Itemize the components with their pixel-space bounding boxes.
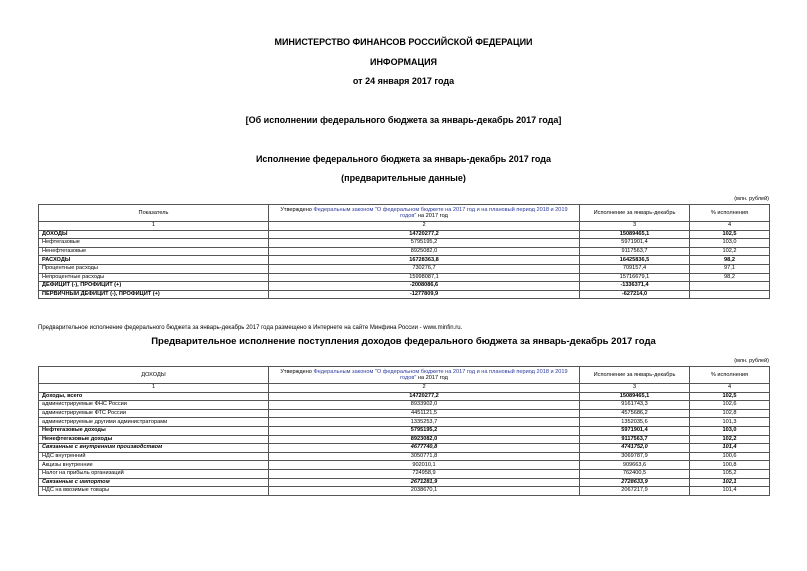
approved-value: 902010,1 — [269, 461, 580, 470]
row-label: Связанные с внутренним производством — [39, 444, 269, 453]
actual-value: 3069787,9 — [580, 452, 690, 461]
table-row — [39, 264, 770, 273]
column-header-actual: Исполнение за январь-декабрь — [580, 205, 690, 222]
row-label: ДОХОДЫ — [39, 230, 269, 239]
percent-value: 102,5 — [690, 392, 770, 401]
section1-title: Исполнение федерального бюджета за январь-декабрь 2017 года — [255, 154, 552, 164]
section1-subtitle: (предварительные данные) — [341, 173, 466, 183]
column-header-percent: % исполнения — [690, 205, 770, 222]
column-header-actual: Исполнение за январь-декабрь — [580, 367, 690, 384]
approved-value: 16728363,8 — [269, 256, 580, 265]
actual-value: 15716679,1 — [580, 273, 690, 282]
section1-units: (млн. рублей) — [734, 196, 769, 202]
table-row — [39, 290, 770, 299]
row-label: Ненефтегазовые доходы — [39, 435, 269, 444]
actual-value: 16425836,5 — [580, 256, 690, 265]
row-label: РАСХОДЫ — [39, 256, 269, 265]
column-header-revenue: ДОХОДЫ — [39, 367, 269, 384]
percent-value: 100,6 — [690, 452, 770, 461]
approved-value: 5795195,2 — [269, 426, 580, 435]
approved-value: 2671281,9 — [269, 478, 580, 487]
percent-value — [690, 290, 770, 299]
row-label: Непроцентные расходы — [39, 273, 269, 282]
budget-execution-table — [38, 204, 770, 299]
approved-value: -1277809,9 — [269, 290, 580, 299]
approved-value: 4451121,5 — [269, 409, 580, 418]
row-label: Нефтегазовые — [39, 239, 269, 248]
column-header-approved — [269, 367, 580, 384]
row-label: НДС внутренний — [39, 452, 269, 461]
row-label: Процентные расходы — [39, 264, 269, 273]
approved-value: -2008086,6 — [269, 282, 580, 291]
percent-value: 102,5 — [690, 230, 770, 239]
actual-value: 5971901,4 — [580, 239, 690, 248]
approved-value: 5795195,2 — [269, 239, 580, 248]
approved-value: 3050771,8 — [269, 452, 580, 461]
approved-prefix: Утверждено — [280, 368, 314, 375]
document-subject: [Об исполнении федерального бюджета за январь-декабрь 2017 года] — [245, 115, 562, 125]
section2-title: Предварительное исполнение поступления доходов федерального бюджета за январь-декабрь 2017 года — [151, 336, 656, 347]
table-row — [39, 418, 770, 427]
column-index: 1 — [39, 222, 269, 231]
table-row — [39, 273, 770, 282]
approved-suffix: на 2017 год — [416, 375, 448, 381]
table-row — [39, 478, 770, 487]
percent-value — [690, 282, 770, 291]
column-header-approved — [269, 205, 580, 222]
percent-value: 98,2 — [690, 273, 770, 282]
row-label: администрируемые ФТС России — [39, 409, 269, 418]
table-row — [39, 469, 770, 478]
approved-value: 14720277,2 — [269, 392, 580, 401]
actual-value: 15089465,1 — [580, 392, 690, 401]
revenue-execution-table — [38, 366, 770, 496]
minfin-note: Предварительное исполнение федерального бюджета за январь-декабрь 2017 года размещено в Интернете на сайте Минфина России - www.minfin.ru. — [38, 325, 463, 331]
row-label: ПЕРВИЧНЫЙ ДЕФИЦИТ (-), ПРОФИЦИТ (+) — [39, 290, 269, 299]
percent-value: 101,4 — [690, 487, 770, 496]
approved-value: 8933902,0 — [269, 401, 580, 410]
table-row — [39, 461, 770, 470]
approved-value: 4677740,8 — [269, 444, 580, 453]
actual-value: 15089465,1 — [580, 230, 690, 239]
row-label: Связанные с импортом — [39, 478, 269, 487]
federal-law-link[interactable]: Федеральным законом "О федеральном бюджете на 2017 год и на плановый период 2018 и 2019 годов" — [313, 206, 568, 219]
row-label: НДС на ввозимые товары — [39, 487, 269, 496]
approved-value: 2038670,1 — [269, 487, 580, 496]
row-label: Налог на прибыль организаций — [39, 469, 269, 478]
actual-value: 2728633,9 — [580, 478, 690, 487]
column-header-percent: % исполнения — [690, 367, 770, 384]
row-label: Ненефтегазовые — [39, 247, 269, 256]
row-label: администрируемые ФНС России — [39, 401, 269, 410]
column-index: 3 — [580, 384, 690, 393]
table-row — [39, 444, 770, 453]
column-index-row — [39, 222, 770, 231]
table-header-row — [39, 367, 770, 384]
percent-value: 103,0 — [690, 426, 770, 435]
percent-value: 103,0 — [690, 239, 770, 248]
column-index: 2 — [269, 222, 580, 231]
table-row — [39, 452, 770, 461]
document-date: от 24 января 2017 года — [352, 76, 455, 86]
percent-value: 102,6 — [690, 401, 770, 410]
actual-value: 4741752,0 — [580, 444, 690, 453]
percent-value: 98,2 — [690, 256, 770, 265]
actual-value: 2067217,9 — [580, 487, 690, 496]
federal-law-link[interactable]: Федеральным законом "О федеральном бюджете на 2017 год и на плановый период 2018 и 2019 годов" — [313, 368, 568, 381]
column-index: 4 — [690, 222, 770, 231]
table-row — [39, 401, 770, 410]
column-index: 3 — [580, 222, 690, 231]
row-label: ДЕФИЦИТ (-), ПРОФИЦИТ (+) — [39, 282, 269, 291]
approved-value: 8923082,0 — [269, 435, 580, 444]
table-row — [39, 256, 770, 265]
percent-value: 101,3 — [690, 418, 770, 427]
table-row — [39, 426, 770, 435]
actual-value: 5971901,4 — [580, 426, 690, 435]
actual-value: 762400,5 — [580, 469, 690, 478]
approved-suffix: на 2017 год — [416, 213, 448, 219]
percent-value: 101,4 — [690, 444, 770, 453]
actual-value: 9117563,7 — [580, 435, 690, 444]
approved-value: 15998087,1 — [269, 273, 580, 282]
ministry-title: МИНИСТЕРСТВО ФИНАНСОВ РОССИЙСКОЙ ФЕДЕРАЦИИ — [274, 37, 533, 47]
column-index: 2 — [269, 384, 580, 393]
section2-units: (млн. рублей) — [734, 358, 769, 364]
row-label: Акцизы внутренние — [39, 461, 269, 470]
actual-value: 4575686,2 — [580, 409, 690, 418]
table-row — [39, 435, 770, 444]
document-type: ИНФОРМАЦИЯ — [369, 57, 438, 67]
approved-value: 730276,7 — [269, 264, 580, 273]
actual-value: 9117563,7 — [580, 247, 690, 256]
percent-value: 102,8 — [690, 409, 770, 418]
table-row — [39, 392, 770, 401]
table-row — [39, 409, 770, 418]
actual-value: 1352035,6 — [580, 418, 690, 427]
percent-value: 102,2 — [690, 247, 770, 256]
approved-value: 8925082,0 — [269, 247, 580, 256]
column-index: 4 — [690, 384, 770, 393]
percent-value: 102,1 — [690, 478, 770, 487]
column-index-row — [39, 384, 770, 393]
actual-value: 909663,6 — [580, 461, 690, 470]
approved-value: 1335253,7 — [269, 418, 580, 427]
table-row — [39, 282, 770, 291]
table-row — [39, 239, 770, 248]
actual-value: 709157,4 — [580, 264, 690, 273]
actual-value: -1336371,4 — [580, 282, 690, 291]
actual-value: -627214,0 — [580, 290, 690, 299]
column-index: 1 — [39, 384, 269, 393]
column-header-indicator: Показатель — [39, 205, 269, 222]
percent-value: 102,2 — [690, 435, 770, 444]
table-row — [39, 487, 770, 496]
table-row — [39, 247, 770, 256]
approved-prefix: Утверждено — [280, 206, 314, 213]
approved-value: 724958,9 — [269, 469, 580, 478]
row-label: Нефтегазовые доходы — [39, 426, 269, 435]
row-label: Доходы, всего — [39, 392, 269, 401]
approved-value: 14720277,2 — [269, 230, 580, 239]
row-label: администрируемые другими администраторами — [39, 418, 269, 427]
table-row — [39, 230, 770, 239]
percent-value: 105,2 — [690, 469, 770, 478]
percent-value: 100,8 — [690, 461, 770, 470]
actual-value: 9161743,3 — [580, 401, 690, 410]
percent-value: 97,1 — [690, 264, 770, 273]
table-header-row — [39, 205, 770, 222]
